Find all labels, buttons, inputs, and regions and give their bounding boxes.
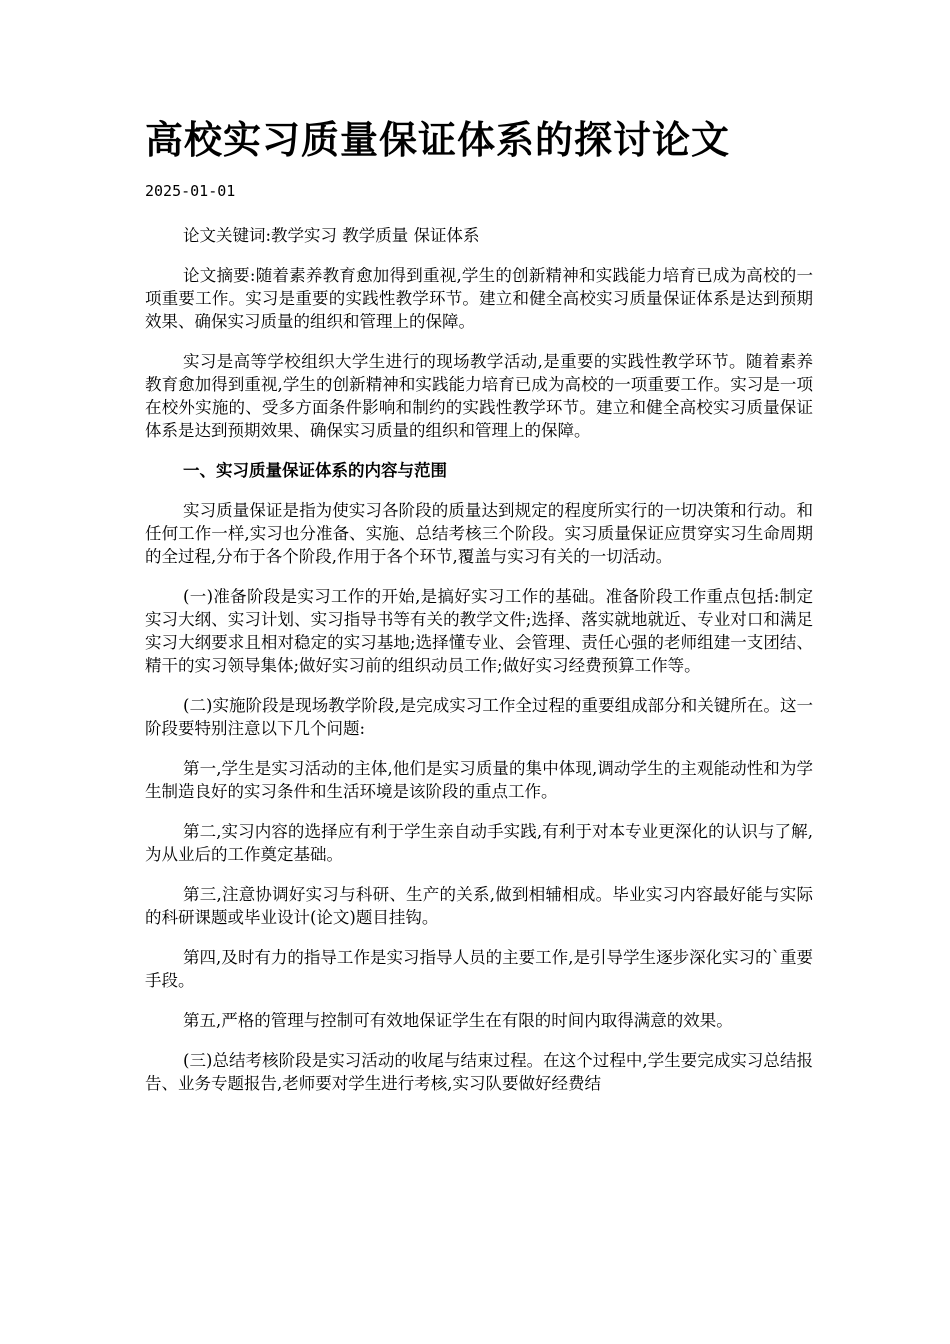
- body-paragraph: (三)总结考核阶段是实习活动的收尾与结束过程。在这个过程中,学生要完成实习总结报告、业务专题报告,老师要对学生进行考核,实习队要做好经费结: [145, 1051, 813, 1093]
- abstract-paragraph: 论文摘要:随着素养教育愈加得到重视,学生的创新精神和实践能力培育已成为高校的一项重要工作。实习是重要的实践性教学环节。建立和健全高校实习质量保证体系是达到预期效果、确保实习质量的组织和管理上的保障。: [145, 266, 813, 331]
- body-paragraph: 第五,严格的管理与控制可有效地保证学生在有限的时间内取得满意的效果。: [183, 1011, 733, 1030]
- keywords-paragraph: 论文关键词:教学实习 教学质量 保证体系: [183, 226, 480, 245]
- body-paragraph: (二)实施阶段是现场教学阶段,是完成实习工作全过程的重要组成部分和关键所在。这一阶段要特别注意以下几个问题:: [145, 696, 813, 738]
- document-title: 高校实习质量保证体系的探讨论文: [145, 117, 731, 162]
- body-paragraph: (一)准备阶段是实习工作的开始,是搞好实习工作的基础。准备阶段工作重点包括:制定实习大纲、实习计划、实习指导书等有关的教学文件;选择、落实就地就近、专业对口和满足实习大纲要求且相对稳定的实习基地;选择懂专业、会管理、责任心强的老师组建一支团结、精干的实习领导集体;做好实习前的组织动员工作;做好实习经费预算工作等。: [145, 587, 813, 675]
- body-paragraph: 第一,学生是实习活动的主体,他们是实习质量的集中体现,调动学生的主观能动性和为学生制造良好的实习条件和生活环境是该阶段的重点工作。: [145, 759, 813, 801]
- section-heading: 一、实习质量保证体系的内容与范围: [183, 461, 447, 480]
- body-paragraph: 实习质量保证是指为使实习各阶段的质量达到规定的程度所实行的一切决策和行动。和任何工作一样,实习也分准备、实施、总结考核三个阶段。实习质量保证应贯穿实习生命周期的全过程,分布于各个阶段,作用于各个环节,覆盖与实习有关的一切活动。: [145, 501, 813, 566]
- body-paragraph: 第四,及时有力的指导工作是实习指导人员的主要工作,是引导学生逐步深化实习的`重要手段。: [145, 948, 813, 990]
- body-paragraph: 实习是高等学校组织大学生进行的现场教学活动,是重要的实践性教学环节。随着素养教育愈加得到重视,学生的创新精神和实践能力培育已成为高校的一项重要工作。实习是一项在校外实施的、受多方面条件影响和制约的实践性教学环节。建立和健全高校实习质量保证体系是达到预期效果、确保实习质量的组织和管理上的保障。: [145, 352, 813, 440]
- body-paragraph: 第三,注意协调好实习与科研、生产的关系,做到相辅相成。毕业实习内容最好能与实际的科研课题或毕业设计(论文)题目挂钩。: [145, 885, 813, 927]
- document-body: [145, 224, 813, 1112]
- document-date: 2025-01-01: [145, 182, 236, 200]
- body-paragraph: 第二,实习内容的选择应有利于学生亲自动手实践,有利于对本专业更深化的认识与了解,为从业后的工作奠定基础。: [145, 822, 813, 864]
